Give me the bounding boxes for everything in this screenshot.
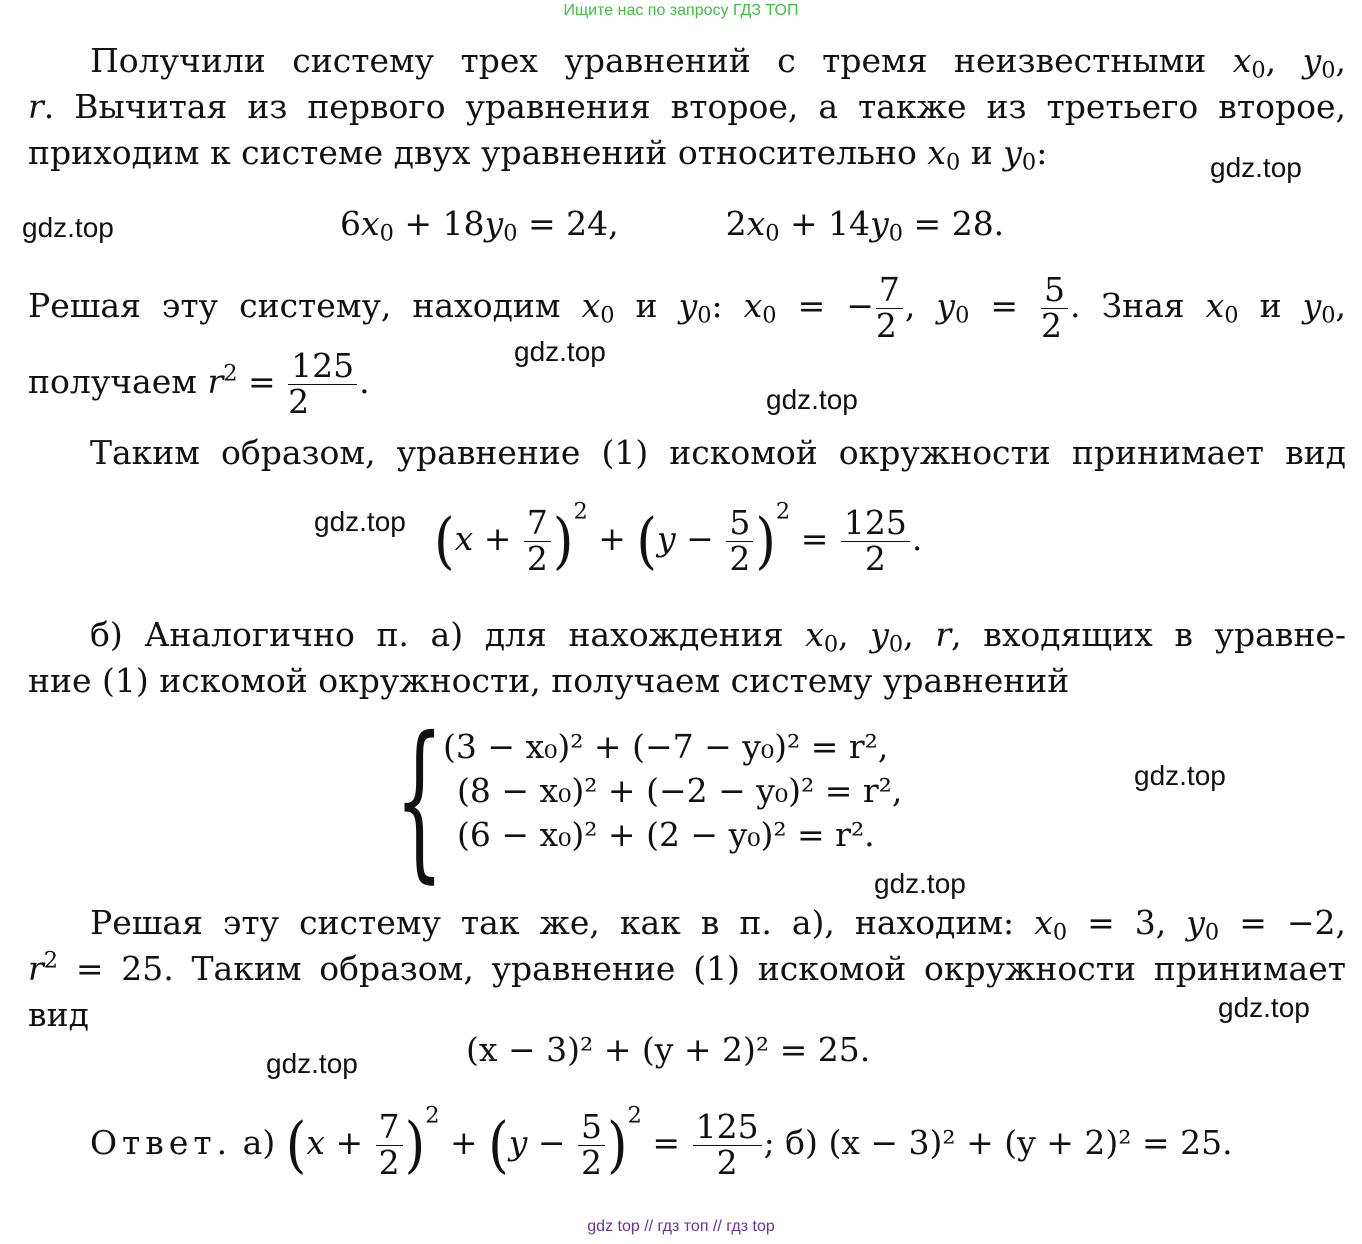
watermark: gdz.top — [1134, 760, 1226, 791]
watermark: gdz.top — [1218, 992, 1310, 1023]
circle-equation-a: (x + $\frac{7}{2}$ )$^2$ + (y − $\frac{5}{2}$ )$^2$ = $\frac{125}{2}$ . — [434, 498, 923, 578]
header-link[interactable]: Ищите нас по запросу ГДЗ ТОП — [563, 2, 799, 19]
watermark: gdz.top — [514, 336, 606, 367]
watermark: gdz.top — [22, 212, 114, 243]
circle-equation-b: (x − 3)² + (y + 2)² = 25. — [466, 1030, 871, 1069]
watermark: gdz.top — [314, 506, 406, 537]
equation-system-linear: $6x_0 + 18y_0 = 24$, $2x_0 + 14y_0 = 28$. — [340, 204, 1005, 247]
paragraph-1: Получили систему трех уравнений с тремя неизвестными $x_0$, $y_0$, r. Вычитая из первого уравнения второе, а также из третьего второе, приходим к системе двух уравнений относительно $x_0$ и $y_0$: — [28, 41, 1346, 176]
brace: { — [395, 701, 444, 899]
system-line: (6 − x₀)² + (2 − y₀)² = r². — [457, 815, 875, 854]
watermark: gdz.top — [266, 1048, 358, 1079]
watermark: gdz.top — [1210, 152, 1302, 183]
answer: Ответ. а) (x + $\frac{7}{2}$ )$^2$ + (y − $\frac{5}{2}$ )$^2$ = $\frac{125}{2}$ ; б) (x − 3)² + (y + 2)² = 25. — [90, 1102, 1233, 1182]
system-line: (3 − x₀)² + (−7 − y₀)² = r², — [443, 727, 889, 766]
system-line: (8 − x₀)² + (−2 − y₀)² = r², — [457, 771, 903, 810]
paragraph-3: Таким образом, уравнение (1) искомой окружности принимает вид — [90, 433, 1346, 472]
paragraph-4: б) Аналогично п. а) для нахождения $x_0$, $y_0$, r, входящих в уравне- ние (1) искомой окружности, получаем систему уравнений — [28, 615, 1347, 700]
paragraph-2: Решая эту систему, находим $x_0$ и $y_0$: $x_0$ = − $\frac{7}{2}$ , $y_0$ = $\frac{5}{2}$ . Зная $x_0$ и $y_0$, получаем $r^2$ = $\frac{125}{2}$ . — [28, 269, 1347, 421]
watermark: gdz.top — [766, 384, 858, 415]
footer-link[interactable]: gdz top // гдз топ // гдз top — [587, 1218, 775, 1235]
paragraph-5: Решая эту систему так же, как в п. а), находим: $x_0 = 3$, $y_0 = -2$, $r^2 = 25$. Таким образом, уравнение (1) искомой окружности принимает вид — [28, 903, 1347, 1034]
watermark: gdz.top — [874, 868, 966, 899]
